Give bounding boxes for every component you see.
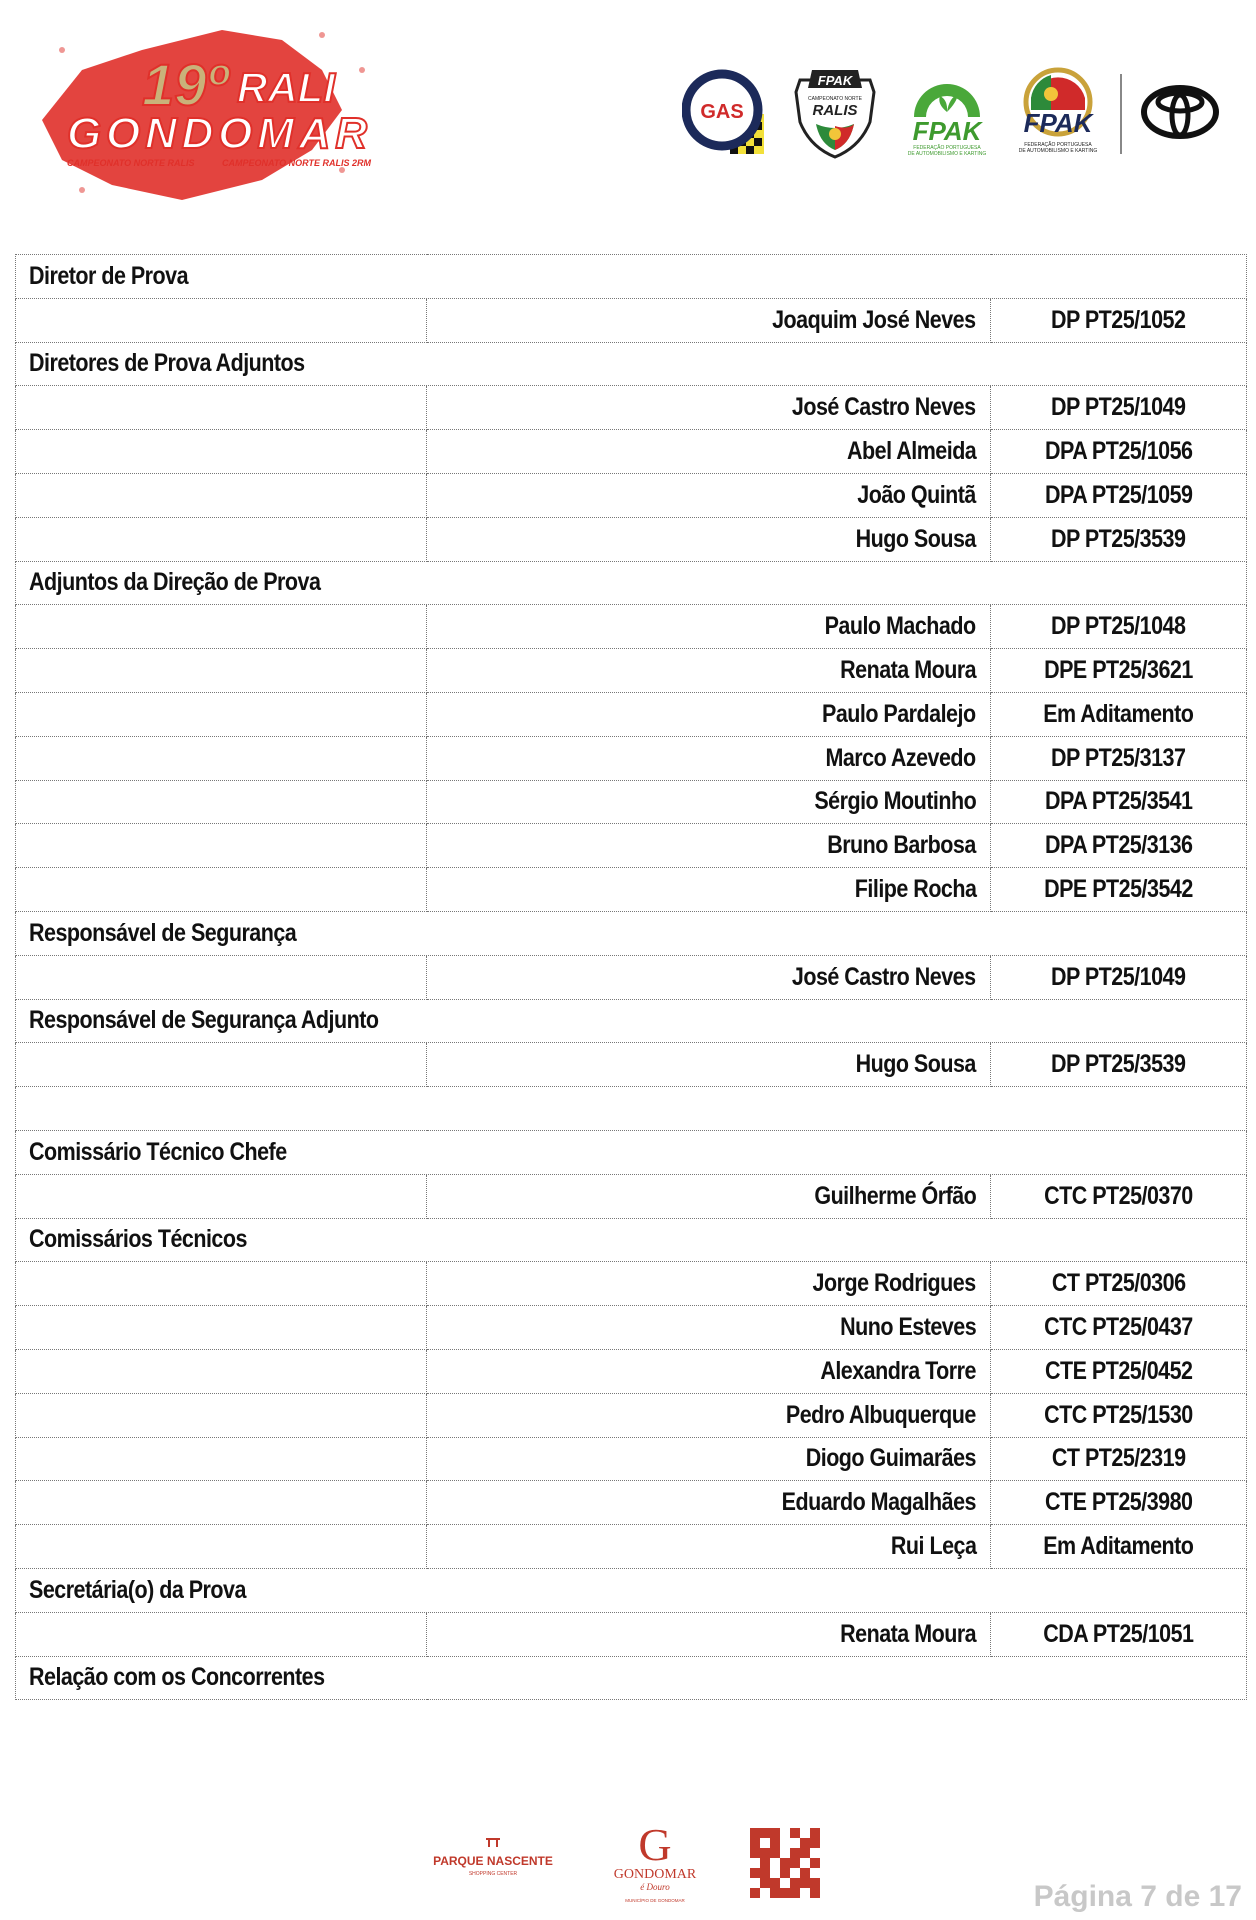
license-code — [991, 1262, 1247, 1306]
fpak-ralis-bottom: RALIS — [812, 102, 858, 119]
section-heading-row — [16, 1218, 1247, 1262]
official-name — [427, 649, 991, 693]
section-label — [16, 911, 1247, 955]
section-label-text: Relação com os Concorrentes — [29, 1663, 325, 1692]
parque-title: PARQUE NASCENTE — [433, 1854, 553, 1868]
fpak-green-logo — [902, 62, 992, 162]
section-label-text: Responsável de Segurança Adjunto — [29, 1006, 379, 1035]
qr-module — [810, 1828, 820, 1838]
gondomar-municipality-logo — [605, 1815, 705, 1910]
official-name — [427, 386, 991, 430]
fpak-gold-text: FPAK — [1023, 108, 1093, 138]
official-row — [16, 780, 1247, 824]
official-name — [427, 1393, 991, 1437]
official-name-text: Marco Azevedo — [825, 743, 976, 772]
official-name — [427, 1262, 991, 1306]
section-label-text: Adjuntos da Direção de Prova — [29, 568, 321, 597]
qr-module — [760, 1868, 770, 1878]
qr-module — [800, 1838, 810, 1848]
license-code-text: CT PT25/0306 — [1051, 1269, 1186, 1298]
official-name-text: Abel Almeida — [846, 437, 976, 466]
qr-module — [790, 1858, 800, 1868]
fpak-ralis-logo — [790, 62, 880, 162]
license-code-text: DPA PT25/3136 — [1044, 831, 1193, 860]
section-label — [16, 1656, 1247, 1700]
license-code — [991, 605, 1247, 649]
official-name — [427, 1306, 991, 1350]
qr-module — [790, 1878, 800, 1888]
license-code-text: DP PT25/1052 — [1051, 305, 1186, 334]
license-code — [991, 1043, 1247, 1087]
license-code — [991, 692, 1247, 736]
license-code-text: DP PT25/3137 — [1051, 743, 1186, 772]
license-code — [991, 1306, 1247, 1350]
blank-cell — [16, 824, 427, 868]
qr-module — [810, 1838, 820, 1848]
license-code-text: Em Aditamento — [1043, 699, 1194, 728]
fpak-green-text: FPAK — [912, 116, 982, 146]
sponsor-divider — [1120, 74, 1122, 154]
license-code — [991, 1174, 1247, 1218]
blank-cell — [16, 1481, 427, 1525]
official-row — [16, 955, 1247, 999]
license-code-text: DPE PT25/3542 — [1044, 875, 1193, 904]
blank-cell — [16, 780, 427, 824]
qr-module — [780, 1858, 790, 1868]
blank-cell — [16, 605, 427, 649]
license-code — [991, 1612, 1247, 1656]
official-name — [427, 736, 991, 780]
official-row — [16, 430, 1247, 474]
qr-module — [790, 1848, 800, 1858]
fpak-ralis-mid: CAMPEONATO NORTE — [808, 96, 862, 102]
blank-cell — [16, 1612, 427, 1656]
gondomar-script: é Douro — [640, 1882, 670, 1892]
toyota-logo — [1140, 62, 1220, 162]
official-row — [16, 1393, 1247, 1437]
logo-tagline-right: CAMPEONATO NORTE RALIS 2RM — [222, 158, 372, 168]
blank-cell — [16, 1262, 427, 1306]
official-name — [427, 1525, 991, 1569]
official-name — [427, 605, 991, 649]
gas-text: GAS — [700, 101, 744, 123]
qr-module — [780, 1868, 790, 1878]
official-row — [16, 1306, 1247, 1350]
fpak-green-sub1: FEDERAÇÃO PORTUGUESA — [913, 145, 981, 151]
official-name — [427, 955, 991, 999]
rali-gondomar-logo — [22, 10, 392, 210]
blank-cell — [16, 386, 427, 430]
blank-cell — [16, 1525, 427, 1569]
section-label-text: Comissários Técnicos — [29, 1225, 247, 1254]
official-name — [427, 473, 991, 517]
official-name — [427, 1043, 991, 1087]
license-code-text: DP PT25/1048 — [1051, 612, 1186, 641]
section-heading-row — [16, 561, 1247, 605]
logo-tagline-left: CAMPEONATO NORTE RALIS — [67, 158, 195, 168]
section-label — [16, 1218, 1247, 1262]
gas-logo — [682, 62, 768, 162]
official-name-text: Rui Leça — [890, 1532, 976, 1560]
blank-cell — [16, 649, 427, 693]
logo-rali: RALI — [237, 64, 335, 111]
license-code — [991, 298, 1247, 342]
official-name — [427, 692, 991, 736]
qr-module — [760, 1848, 770, 1858]
blank-cell — [16, 298, 427, 342]
blank-cell — [16, 868, 427, 912]
license-code — [991, 1437, 1247, 1481]
qr-module — [800, 1848, 810, 1858]
qr-module — [750, 1828, 760, 1838]
official-name-text: Bruno Barbosa — [827, 831, 976, 860]
official-name-text: Diogo Guimarães — [805, 1444, 976, 1473]
official-name-text: Jorge Rodrigues — [812, 1269, 976, 1298]
section-label — [16, 1568, 1247, 1612]
blank-cell — [16, 430, 427, 474]
parque-nascente-logo — [428, 1835, 558, 1885]
gondomar-g: G — [638, 1819, 672, 1870]
license-code-text: DPE PT25/3621 — [1044, 656, 1193, 685]
section-label — [16, 999, 1247, 1043]
license-code-text: CTE PT25/3980 — [1044, 1488, 1193, 1517]
official-name-text: Sérgio Moutinho — [814, 787, 976, 816]
qr-module — [750, 1868, 760, 1878]
qr-module — [760, 1828, 770, 1838]
blank-cell — [16, 736, 427, 780]
section-label-text: Diretores de Prova Adjuntos — [29, 349, 305, 378]
official-row — [16, 298, 1247, 342]
qr-module — [760, 1858, 770, 1868]
section-heading-row — [16, 1130, 1247, 1174]
fpak-ralis-top: FPAK — [817, 73, 853, 88]
qr-module — [770, 1878, 780, 1888]
official-name — [427, 1174, 991, 1218]
qr-module — [790, 1828, 800, 1838]
qr-module — [770, 1888, 780, 1898]
section-label-text: Secretária(o) da Prova — [29, 1575, 246, 1604]
license-code — [991, 1349, 1247, 1393]
fpak-gold-sub2: DE AUTOMOBILISMO E KARTING — [1018, 148, 1098, 154]
qr-module — [790, 1888, 800, 1898]
qr-module — [770, 1828, 780, 1838]
blank-cell — [16, 1174, 427, 1218]
official-name-text: Paulo Machado — [825, 612, 976, 641]
official-name — [427, 1349, 991, 1393]
license-code — [991, 649, 1247, 693]
license-code-text: CT PT25/2319 — [1051, 1444, 1186, 1473]
license-code — [991, 736, 1247, 780]
official-name-text: Hugo Sousa — [855, 1050, 976, 1079]
qr-module — [810, 1878, 820, 1888]
qr-module — [780, 1888, 790, 1898]
license-code — [991, 1393, 1247, 1437]
license-code-text: DP PT25/3539 — [1051, 1050, 1186, 1079]
fpak-gold-logo — [1013, 62, 1103, 162]
official-row — [16, 649, 1247, 693]
official-name-text: Pedro Albuquerque — [786, 1400, 976, 1429]
blank-cell — [16, 1349, 427, 1393]
official-row — [16, 605, 1247, 649]
license-code — [991, 473, 1247, 517]
section-label — [16, 342, 1247, 386]
section-label — [16, 255, 1247, 299]
officials-table — [15, 254, 1247, 1700]
qr-module — [750, 1838, 760, 1848]
official-name-text: Eduardo Magalhães — [781, 1488, 976, 1517]
license-code — [991, 430, 1247, 474]
license-code — [991, 386, 1247, 430]
official-name — [427, 430, 991, 474]
license-code — [991, 955, 1247, 999]
official-name — [427, 517, 991, 561]
license-code-text: DPA PT25/1056 — [1044, 437, 1193, 466]
section-label-text: Diretor de Prova — [29, 261, 189, 290]
section-heading-row — [16, 911, 1247, 955]
fpak-gold-sub1: FEDERAÇÃO PORTUGUESA — [1024, 142, 1092, 148]
official-name — [427, 780, 991, 824]
qr-module — [750, 1848, 760, 1858]
license-code-text: DP PT25/1049 — [1051, 393, 1186, 422]
official-row — [16, 1043, 1247, 1087]
page-header — [0, 0, 1256, 230]
official-name-text: Guilherme Órfão — [814, 1181, 976, 1210]
logo-gondomar: GONDOMAR — [67, 109, 367, 158]
official-name — [427, 1612, 991, 1656]
parque-sub: SHOPPING CENTER — [468, 1871, 518, 1877]
official-row — [16, 473, 1247, 517]
license-code-text: CTE PT25/0452 — [1044, 1356, 1193, 1385]
license-code — [991, 780, 1247, 824]
official-name — [427, 868, 991, 912]
official-name-text: Alexandra Torre — [820, 1356, 976, 1385]
official-name — [427, 824, 991, 868]
official-name-text: Renata Moura — [840, 656, 976, 685]
qr-module — [800, 1878, 810, 1888]
official-row — [16, 1481, 1247, 1525]
qr-module — [760, 1878, 770, 1888]
license-code — [991, 1481, 1247, 1525]
license-code-text: CTC PT25/0370 — [1044, 1181, 1193, 1210]
official-name-text: João Quintã — [857, 480, 976, 509]
qr-code-icon[interactable] — [750, 1828, 820, 1898]
section-label-text: Comissário Técnico Chefe — [29, 1137, 287, 1166]
license-code-text: DP PT25/1049 — [1051, 962, 1186, 991]
qr-module — [800, 1868, 810, 1878]
official-row — [16, 1437, 1247, 1481]
official-name — [427, 298, 991, 342]
section-label — [16, 1130, 1247, 1174]
official-name-text: Paulo Pardalejo — [822, 699, 976, 728]
license-code — [991, 517, 1247, 561]
section-heading-row — [16, 1656, 1247, 1700]
official-name-text: José Castro Neves — [792, 393, 976, 422]
blank-cell — [16, 1437, 427, 1481]
official-row — [16, 517, 1247, 561]
license-code — [991, 824, 1247, 868]
blank-cell — [16, 1306, 427, 1350]
license-code-text: Em Aditamento — [1043, 1532, 1194, 1560]
official-row — [16, 736, 1247, 780]
fpak-green-sub2: DE AUTOMOBILISMO E KARTING — [907, 151, 987, 157]
license-code-text: DPA PT25/1059 — [1044, 480, 1193, 509]
license-code-text: CTC PT25/0437 — [1044, 1313, 1193, 1342]
official-name-text: Joaquim José Neves — [772, 305, 976, 334]
section-label — [16, 1087, 1247, 1131]
blank-cell — [16, 517, 427, 561]
official-row — [16, 1262, 1247, 1306]
license-code-text: CDA PT25/1051 — [1043, 1619, 1194, 1648]
official-name-text: Filipe Rocha — [854, 875, 976, 904]
section-heading-row — [16, 1087, 1247, 1131]
official-name-text: José Castro Neves — [792, 962, 976, 991]
gondomar-title: GONDOMAR — [613, 1867, 697, 1882]
official-row — [16, 692, 1247, 736]
license-code-text: DPA PT25/3541 — [1044, 787, 1193, 816]
qr-module — [770, 1838, 780, 1848]
official-row — [16, 1525, 1247, 1569]
license-code-text: DP PT25/3539 — [1051, 524, 1186, 553]
official-name — [427, 1481, 991, 1525]
qr-module — [810, 1888, 820, 1898]
blank-cell — [16, 692, 427, 736]
license-code-text: CTC PT25/1530 — [1044, 1400, 1193, 1429]
official-row — [16, 1349, 1247, 1393]
blank-cell — [16, 955, 427, 999]
section-heading-row — [16, 342, 1247, 386]
section-heading-row — [16, 1568, 1247, 1612]
official-row — [16, 1612, 1247, 1656]
blank-cell — [16, 1043, 427, 1087]
blank-cell — [16, 1393, 427, 1437]
official-row — [16, 386, 1247, 430]
section-label — [16, 561, 1247, 605]
section-heading-row — [16, 255, 1247, 299]
official-name-text: Renata Moura — [840, 1619, 976, 1648]
blank-cell — [16, 473, 427, 517]
official-name-text: Hugo Sousa — [855, 524, 976, 553]
gondomar-sub: MUNICÍPIO DE GONDOMAR — [625, 1898, 685, 1903]
qr-module — [810, 1858, 820, 1868]
page-number: Página 7 de 17 — [1033, 1880, 1242, 1913]
license-code — [991, 868, 1247, 912]
qr-module — [770, 1848, 780, 1858]
official-name-text: Nuno Esteves — [839, 1313, 976, 1342]
qr-module — [750, 1888, 760, 1898]
official-row — [16, 824, 1247, 868]
license-code — [991, 1525, 1247, 1569]
logo-number: 19º — [142, 53, 228, 118]
section-label-text: Responsável de Segurança — [29, 918, 297, 947]
official-row — [16, 868, 1247, 912]
section-heading-row — [16, 999, 1247, 1043]
official-name — [427, 1437, 991, 1481]
official-row — [16, 1174, 1247, 1218]
